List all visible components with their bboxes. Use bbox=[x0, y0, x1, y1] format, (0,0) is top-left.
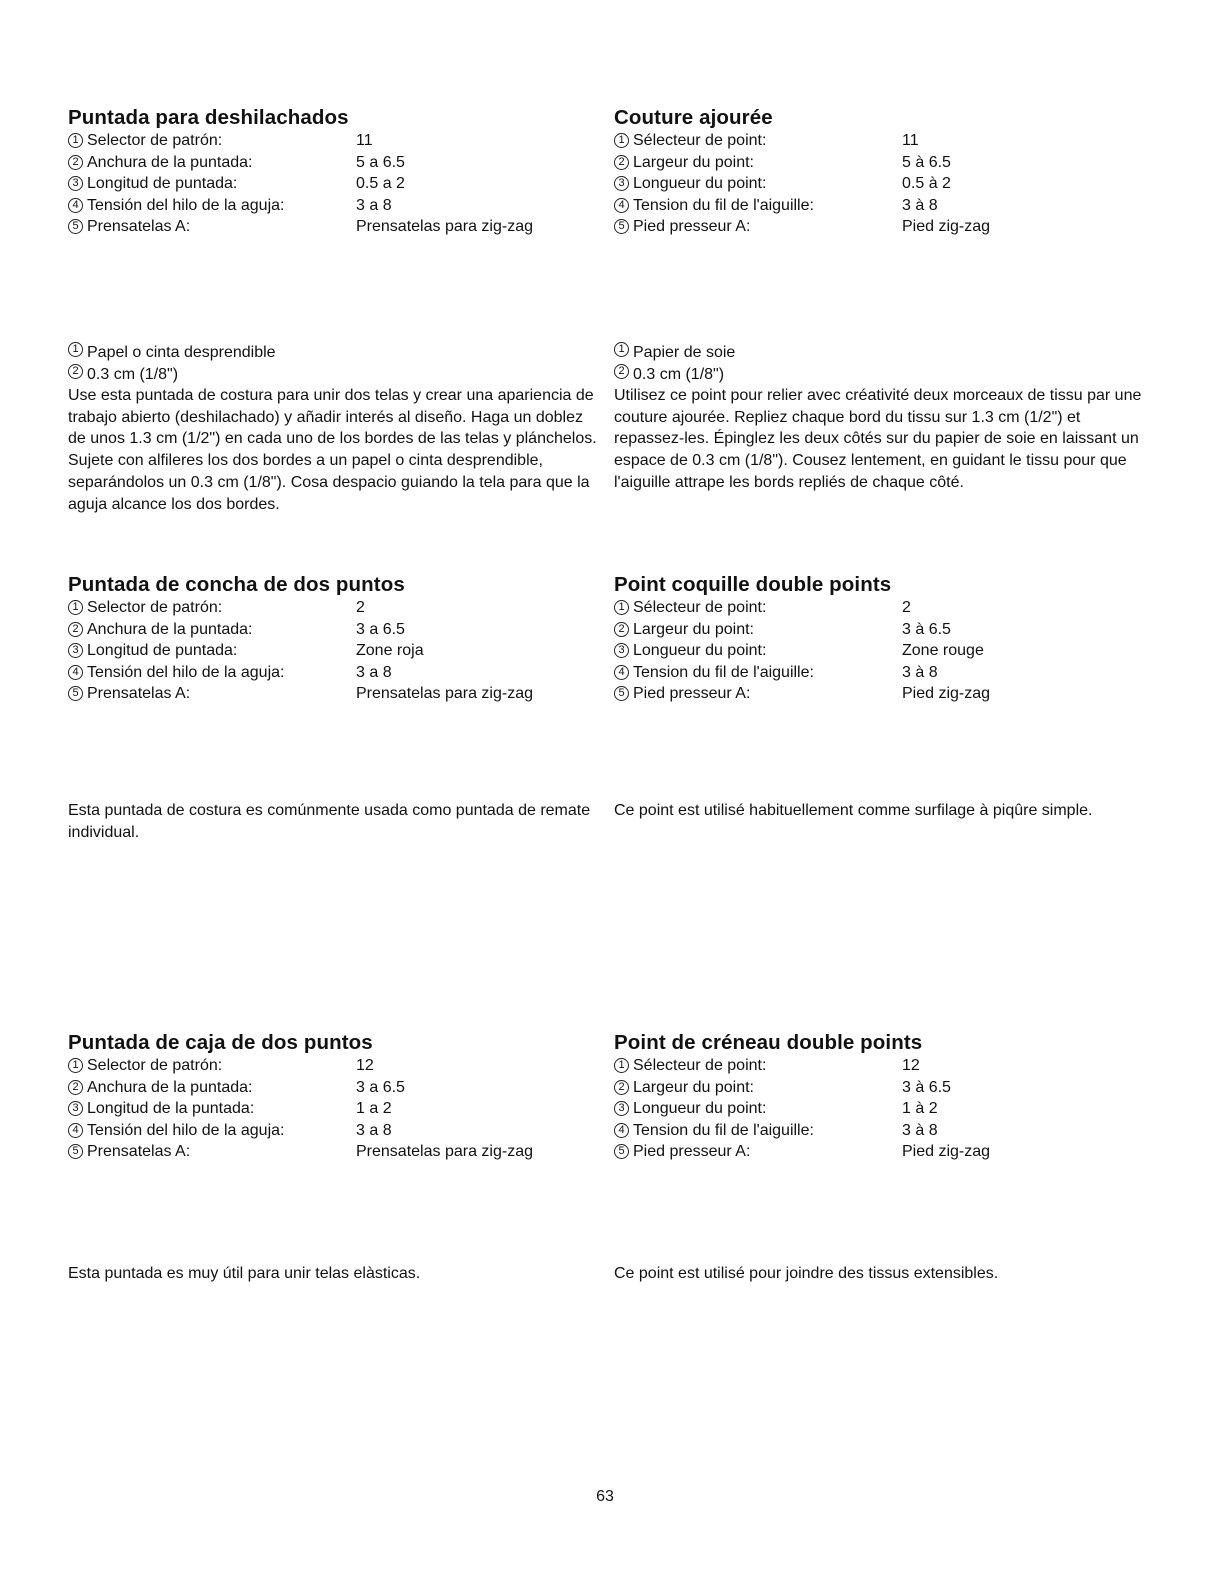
setting-row bbox=[614, 1120, 1154, 1142]
setting-label: Largeur du point: bbox=[633, 1078, 754, 1096]
section-title: Couture ajourée bbox=[614, 106, 773, 129]
circled-number-icon: 3 bbox=[614, 1101, 629, 1116]
setting-label: Longitud de puntada: bbox=[87, 642, 238, 659]
setting-row bbox=[68, 1120, 603, 1142]
circled-number-icon: 4 bbox=[68, 1123, 83, 1138]
circled-number-icon: 3 bbox=[68, 643, 83, 658]
note-text: Papier de soie bbox=[633, 344, 736, 361]
setting-row bbox=[68, 619, 603, 641]
setting-row bbox=[614, 152, 1154, 174]
setting-label: Tensión del hilo de la aguja: bbox=[87, 196, 285, 214]
setting-label: Sélecteur de point: bbox=[633, 1057, 767, 1074]
circled-number-icon: 1 bbox=[68, 1058, 83, 1073]
description-paragraph: Ce point est utilisé habituellement comme surfilage à piqûre simple. bbox=[614, 802, 1093, 819]
description-paragraph: Utilisez ce point pour relier avec créativité deux morceaux de tissu par une couture ajourée. Repliez chaque bord du tissu sur 1.3 cm (1/2") et repassez-les. Épinglez les deux côtés sur du papier de soie en laissant un espace de 0.3 cm (1/8"). Cousez lentement, en guidant le tissu pour que l'aiguille attrape les bords repliés de chaque côté. bbox=[614, 387, 1142, 491]
circled-number-icon: 5 bbox=[614, 1144, 629, 1159]
setting-value: 3 à 8 bbox=[902, 1121, 938, 1139]
settings-list bbox=[68, 597, 603, 705]
settings-list bbox=[68, 130, 603, 238]
circled-number-icon: 5 bbox=[68, 219, 83, 234]
circled-number-icon: 1 bbox=[614, 133, 629, 148]
setting-value: 3 a 8 bbox=[356, 1121, 392, 1139]
setting-value: 3 à 8 bbox=[902, 196, 938, 214]
setting-row bbox=[614, 619, 1154, 641]
setting-value: Pied zig-zag bbox=[902, 218, 991, 235]
setting-row bbox=[68, 173, 603, 195]
setting-row bbox=[68, 1098, 603, 1120]
setting-label: Selector de patrón: bbox=[87, 132, 223, 149]
setting-value: 12 bbox=[356, 1057, 374, 1074]
setting-row bbox=[614, 1077, 1154, 1099]
note-row bbox=[68, 364, 603, 386]
note-text: Papel o cinta desprendible bbox=[87, 344, 276, 361]
circled-number-icon: 4 bbox=[614, 1123, 629, 1138]
settings-list bbox=[614, 1055, 1154, 1163]
setting-value: 1 a 2 bbox=[356, 1100, 392, 1117]
setting-value: 12 bbox=[902, 1057, 920, 1074]
setting-label: Tension du fil de l'aiguille: bbox=[633, 663, 814, 681]
setting-row bbox=[68, 1055, 603, 1077]
page-number: 63 bbox=[596, 1488, 614, 1505]
circled-number-icon: 2 bbox=[614, 155, 629, 170]
setting-value: 0.5 a 2 bbox=[356, 175, 405, 192]
section-3-fr-body bbox=[614, 1263, 1154, 1285]
setting-label: Anchura de la puntada: bbox=[87, 620, 253, 638]
circled-number-icon: 1 bbox=[614, 1058, 629, 1073]
setting-label: Selector de patrón: bbox=[87, 1057, 223, 1074]
circled-number-icon: 3 bbox=[68, 176, 83, 191]
circled-number-icon: 2 bbox=[68, 155, 83, 170]
setting-value: 2 bbox=[356, 599, 365, 616]
setting-label: Longitud de la puntada: bbox=[87, 1100, 255, 1117]
setting-label: Prensatelas A: bbox=[87, 1143, 191, 1160]
setting-value: 3 a 8 bbox=[356, 196, 392, 214]
circled-number-icon: 3 bbox=[614, 643, 629, 658]
circled-number-icon: 5 bbox=[614, 686, 629, 701]
setting-row bbox=[68, 152, 603, 174]
setting-row bbox=[68, 683, 603, 705]
circled-number-icon: 5 bbox=[68, 686, 83, 701]
settings-list bbox=[68, 1055, 603, 1163]
setting-label: Tensión del hilo de la aguja: bbox=[87, 663, 285, 681]
setting-label: Sélecteur de point: bbox=[633, 132, 767, 149]
circled-number-icon: 1 bbox=[68, 342, 83, 357]
section-2-fr-body bbox=[614, 800, 1154, 822]
setting-row bbox=[614, 195, 1154, 217]
section-1-es-body bbox=[68, 342, 603, 515]
section-title: Puntada de concha de dos puntos bbox=[68, 573, 405, 596]
setting-value: 1 à 2 bbox=[902, 1100, 938, 1117]
description-paragraph: Esta puntada es muy útil para unir telas elàsticas. bbox=[68, 1265, 421, 1282]
circled-number-icon: 4 bbox=[614, 665, 629, 680]
setting-label: Tension du fil de l'aiguille: bbox=[633, 1121, 814, 1139]
setting-value: 3 a 8 bbox=[356, 663, 392, 681]
setting-row bbox=[68, 1141, 603, 1163]
circled-number-icon: 2 bbox=[68, 364, 83, 379]
circled-number-icon: 3 bbox=[614, 176, 629, 191]
circled-number-icon: 1 bbox=[68, 600, 83, 615]
section-title: Puntada de caja de dos puntos bbox=[68, 1031, 373, 1054]
circled-number-icon: 2 bbox=[614, 622, 629, 637]
setting-value: 3 à 8 bbox=[902, 663, 938, 681]
setting-value: 11 bbox=[902, 132, 919, 149]
setting-label: Largeur du point: bbox=[633, 620, 754, 638]
section-1-es-header bbox=[68, 106, 603, 238]
setting-row bbox=[614, 130, 1154, 152]
setting-label: Longueur du point: bbox=[633, 642, 767, 659]
setting-value: Prensatelas para zig-zag bbox=[356, 685, 533, 702]
circled-number-icon: 2 bbox=[68, 622, 83, 637]
section-1-fr-body bbox=[614, 342, 1154, 494]
setting-value: 11 bbox=[356, 132, 373, 149]
section-3-es-header bbox=[68, 1031, 603, 1163]
section-1-fr-header bbox=[614, 106, 1154, 238]
setting-label: Longueur du point: bbox=[633, 1100, 767, 1117]
setting-label: Prensatelas A: bbox=[87, 685, 191, 702]
section-2-es-body bbox=[68, 800, 603, 843]
note-row bbox=[614, 342, 1154, 364]
setting-value: 3 a 6.5 bbox=[356, 620, 405, 638]
setting-row bbox=[68, 130, 603, 152]
setting-value: Pied zig-zag bbox=[902, 1143, 991, 1160]
setting-row bbox=[614, 662, 1154, 684]
description-paragraph: Esta puntada de costura es comúnmente usada como puntada de remate individual. bbox=[68, 802, 591, 841]
description-paragraph: Use esta puntada de costura para unir dos telas y crear una apariencia de trabajo abierto (deshilachado) y añadir interés al diseño. Haga un doblez de unos 1.3 cm (1/2") en cada uno de los bordes de las telas y plánchelos. Sujete con alfileres los dos bordes a un papel o cinta desprendible, separándolos un 0.3 cm (1/8"). Cosa despacio guiando la tela para que la aguja alcance los dos bordes. bbox=[68, 387, 597, 513]
setting-value: 5 à 6.5 bbox=[902, 153, 951, 171]
settings-list bbox=[614, 597, 1154, 705]
setting-value: Zone roja bbox=[356, 642, 424, 659]
setting-row bbox=[614, 216, 1154, 238]
setting-label: Sélecteur de point: bbox=[633, 599, 767, 616]
setting-value: 3 à 6.5 bbox=[902, 1078, 951, 1096]
setting-row bbox=[68, 640, 603, 662]
section-3-es-body bbox=[68, 1263, 603, 1285]
note-row bbox=[614, 364, 1154, 386]
circled-number-icon: 5 bbox=[614, 219, 629, 234]
setting-row bbox=[614, 1055, 1154, 1077]
circled-number-icon: 4 bbox=[68, 198, 83, 213]
setting-row bbox=[68, 216, 603, 238]
setting-row bbox=[68, 1077, 603, 1099]
circled-number-icon: 2 bbox=[614, 364, 629, 379]
setting-value: Prensatelas para zig-zag bbox=[356, 218, 533, 235]
setting-value: Prensatelas para zig-zag bbox=[356, 1143, 533, 1160]
section-title: Puntada para deshilachados bbox=[68, 106, 349, 129]
setting-row bbox=[68, 597, 603, 619]
setting-label: Longueur du point: bbox=[633, 175, 767, 192]
circled-number-icon: 4 bbox=[68, 665, 83, 680]
setting-row bbox=[68, 662, 603, 684]
setting-row bbox=[614, 640, 1154, 662]
setting-label: Tensión del hilo de la aguja: bbox=[87, 1121, 285, 1139]
setting-value: 0.5 à 2 bbox=[902, 175, 951, 192]
settings-list bbox=[614, 130, 1154, 238]
section-title: Point coquille double points bbox=[614, 573, 892, 596]
section-2-fr-header bbox=[614, 573, 1154, 705]
circled-number-icon: 1 bbox=[68, 133, 83, 148]
setting-value: 3 a 6.5 bbox=[356, 1078, 405, 1096]
setting-label: Longitud de puntada: bbox=[87, 175, 238, 192]
note-text: 0.3 cm (1/8") bbox=[633, 365, 725, 383]
setting-label: Largeur du point: bbox=[633, 153, 754, 171]
setting-label: Pied presseur A: bbox=[633, 1143, 751, 1160]
note-row bbox=[68, 342, 603, 364]
setting-label: Pied presseur A: bbox=[633, 218, 751, 235]
setting-value: 2 bbox=[902, 599, 911, 616]
setting-label: Pied presseur A: bbox=[633, 685, 751, 702]
setting-value: 3 à 6.5 bbox=[902, 620, 951, 638]
setting-label: Prensatelas A: bbox=[87, 218, 191, 235]
circled-number-icon: 1 bbox=[614, 600, 629, 615]
setting-row bbox=[614, 597, 1154, 619]
setting-value: 5 a 6.5 bbox=[356, 153, 405, 171]
setting-row bbox=[68, 195, 603, 217]
circled-number-icon: 2 bbox=[614, 1080, 629, 1095]
section-title: Point de créneau double points bbox=[614, 1031, 923, 1054]
setting-row bbox=[614, 1141, 1154, 1163]
setting-value: Pied zig-zag bbox=[902, 685, 991, 702]
section-3-fr-header bbox=[614, 1031, 1154, 1163]
setting-label: Tension du fil de l'aiguille: bbox=[633, 196, 814, 214]
setting-label: Selector de patrón: bbox=[87, 599, 223, 616]
setting-row bbox=[614, 683, 1154, 705]
circled-number-icon: 4 bbox=[614, 198, 629, 213]
setting-row bbox=[614, 173, 1154, 195]
section-2-es-header bbox=[68, 573, 603, 705]
setting-value: Zone rouge bbox=[902, 642, 984, 659]
circled-number-icon: 3 bbox=[68, 1101, 83, 1116]
circled-number-icon: 1 bbox=[614, 342, 629, 357]
setting-row bbox=[614, 1098, 1154, 1120]
circled-number-icon: 2 bbox=[68, 1080, 83, 1095]
setting-label: Anchura de la puntada: bbox=[87, 1078, 253, 1096]
note-text: 0.3 cm (1/8") bbox=[87, 365, 179, 383]
setting-label: Anchura de la puntada: bbox=[87, 153, 253, 171]
circled-number-icon: 5 bbox=[68, 1144, 83, 1159]
description-paragraph: Ce point est utilisé pour joindre des tissus extensibles. bbox=[614, 1265, 999, 1282]
